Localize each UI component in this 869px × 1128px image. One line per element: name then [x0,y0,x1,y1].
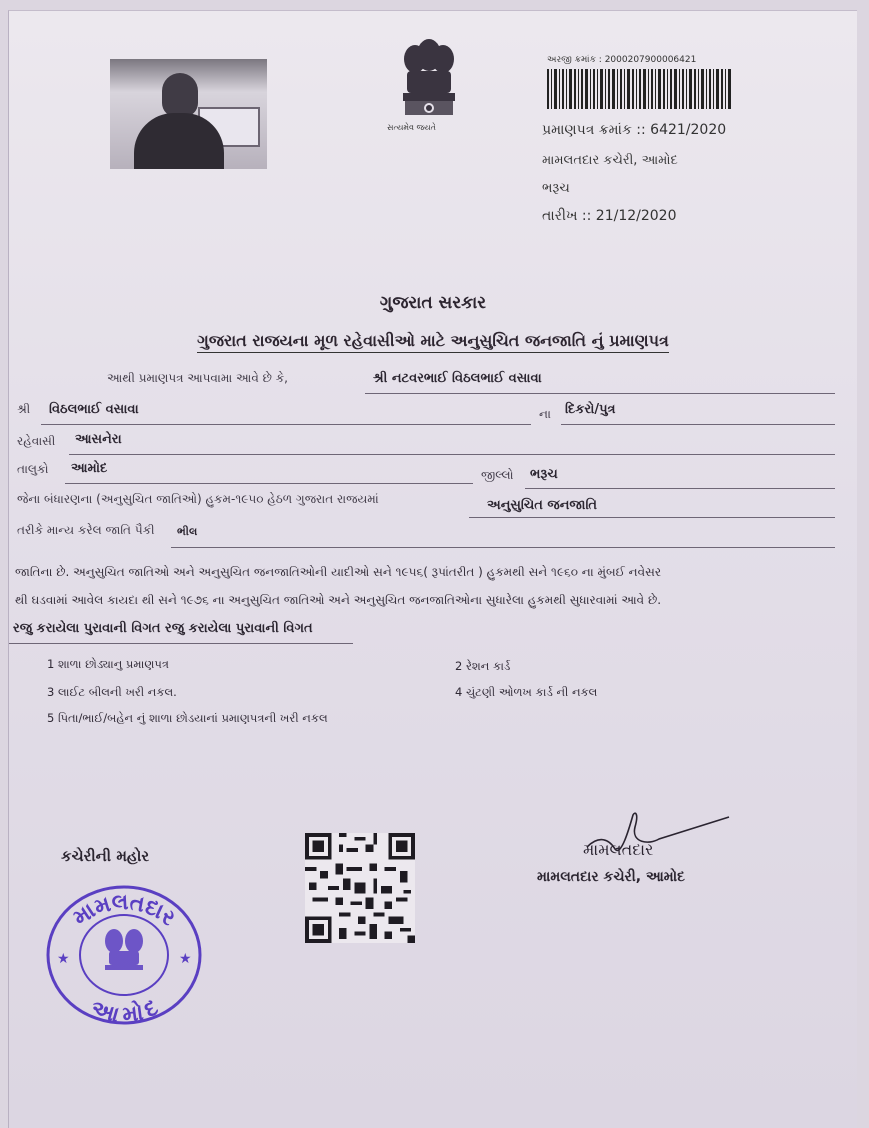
taluka-value: આમોદ [71,461,108,476]
certificate-date: તારીખ :: 21/12/2020 [542,208,677,224]
signature-text: મામલતદાર [583,840,654,859]
taluka-label: તાલુકો [17,462,49,476]
legal-paragraph-line-2: થી ઘડવામાં આવેલ કાયદા થી સને ૧૯૭૬ ના અનુસુચિત જાતિઓ અને અનુસુચિત જનજાતિઓના સુધારેલા હુકમથી સુધારવામાં આવે છે. [15,593,662,607]
seal-top-text: મામલતદાર [68,890,180,932]
document-item-5: 5 પિતા/ભાઈ/બહેન નું શાળા છોડયાનાં પ્રમાણપત્રની ખરી નકલ [47,711,328,725]
district-value: ભરૂચ [530,467,558,482]
caste-value: ભીલ [177,525,198,538]
legal-paragraph-line-1: જાતિના છે. અનુસુચિત જાતિઓ અને અનુસુચિત જનજાતિઓની યાદીઓ સને ૧૯૫૬( રૂપાંતરીત ) હુકમથી સને ૧૯૬૦ ના મુંબઈ નવેસર [15,565,662,579]
issuing-authority: ગુજરાત સરકાર [379,293,487,313]
document-item-3: 3 લાઈટ બીલની ખરી નકલ. [47,685,177,699]
applicant-name: શ્રી નટવરભાઈ વિઠલભાઈ વસાવા [373,371,542,386]
tribe-category: અનુસુચિત જનજાતિ [487,498,598,513]
resident-value: આસનેરા [75,432,122,447]
barcode-icon [547,69,733,109]
svg-text:★: ★ [179,951,192,967]
qr-code-icon [302,833,418,943]
office-stamp-label: કચેરીની મહોર [61,847,150,865]
certificate-paper [8,10,857,1128]
emblem-motto: સત્યમેવ જયતે [387,123,436,132]
document-item-2: 2 રેશન કાર્ડ [455,659,511,673]
certificate-title [9,331,857,351]
signature-icon [569,809,739,869]
constitution-label: જેના બંધારણના (અનુસુચિત જાતિઓ) હુકમ-૧૯૫૦ હેઠળ ગુજરાત રાજયમાં [17,492,379,506]
certificate-title-text: ગુજરાત રાજયના મૂળ રહેવાસીઓ માટે અનુસુચિત જનજાતિ નું પ્રમાણપત્ર [197,331,669,353]
relation-value: દિકરો/પુત્ર [565,402,616,417]
certificate-number: પ્રમાણપત્ર ક્રમાંક :: 6421/2020 [542,122,727,138]
signatory-office: મામલતદાર કચેરી, આમોદ [537,869,685,885]
certify-label: આથી પ્રમાણપત્ર આપવામા આવે છે કે, [107,371,288,385]
issuing-office: મામલતદાર કચેરી, આમોદ [542,153,678,168]
father-label: શ્રી [17,402,31,416]
father-name: વિઠલભાઈ વસાવા [49,402,139,417]
document-item-1: 1 શાળા છોડ્યાનુ પ્રમાણપત્ર [47,657,169,671]
recognised-label: તરીકે માન્ય કરેલ જાતિ પૈકી [17,523,155,537]
district-label: જીલ્લો [481,468,514,482]
applicant-photo [110,59,267,169]
svg-text:આમોદ [88,995,162,1027]
office-seal-icon [41,879,207,1027]
document-item-4: 4 ચુંટણી ઓળખ કાર્ડ ની નકલ [455,685,598,699]
relation-label: ના [539,407,551,421]
seal-bottom-text: આમોદ [88,995,162,1027]
application-number: અરજી ક્રમાંક : 2000207900006421 [547,55,697,65]
documents-heading: રજુ કરાયેલા પુરાવાની વિગત રજુ કરાયેલા પુરાવાની વિગત [13,621,313,636]
issuing-district: ભરૂચ [542,181,570,196]
resident-label: રહેવાસી [17,434,56,448]
svg-text:★: ★ [57,951,70,967]
